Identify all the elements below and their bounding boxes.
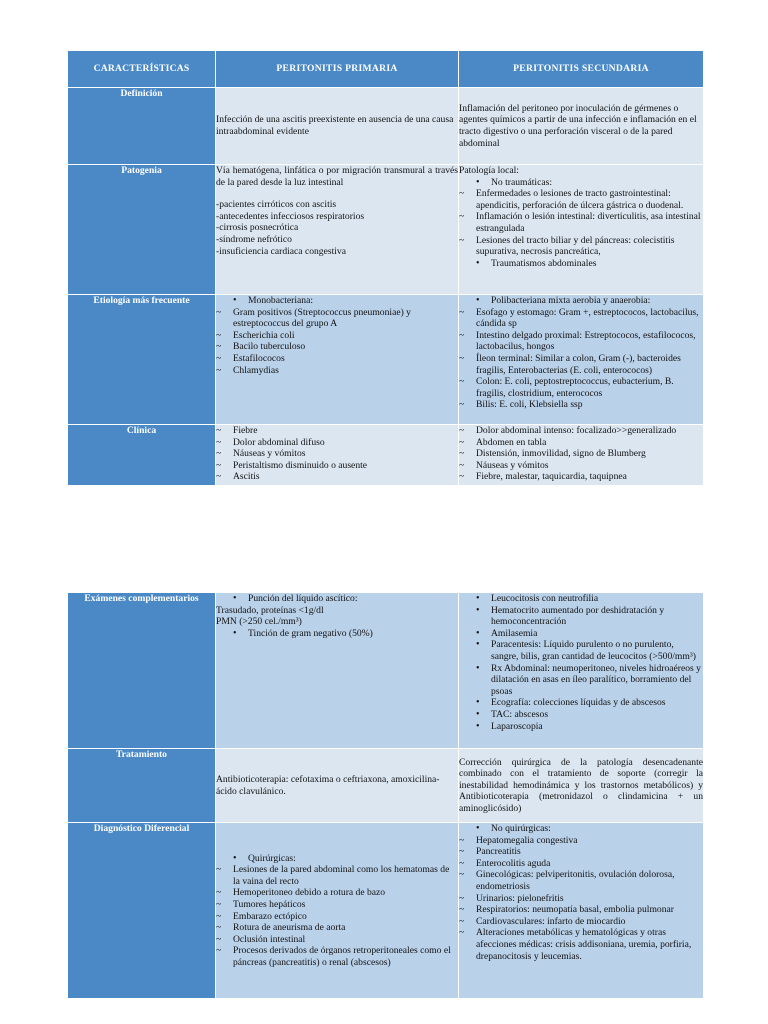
list-item: ~ Náuseas y vómitos [216,448,458,460]
clinica-primaria-list [216,425,458,483]
diagnostico-primaria-list [216,853,458,969]
row-definicion [68,88,704,165]
label-examenes: Exámenes complementarios [68,593,216,749]
list-item: ~ Estafilococos [216,353,458,365]
examenes-primaria-list [216,593,458,639]
list-item: • Quirúrgicas: [216,853,458,865]
list-item: ~ Tumores hepáticos [216,899,458,911]
list-item: • Amilasemia [459,628,703,640]
list-item: • Leucocitosis con neutrofilia [459,593,703,605]
label-etiologia: Etiología más frecuente [68,295,216,425]
patogenia-primaria-intro: Vía hematógena, linfática o por migración transmural a través de la pared desde la luz intestinal [216,165,458,188]
cell-definicion-primaria [216,88,459,165]
header-row [68,51,704,88]
list-item: ~ Ascitis [216,471,458,483]
definicion-secundaria-text: Inflamación del peritoneo por inoculación de gérmenes o agentes químicos a partir de una infección e inflamación en el tracto digestivo o una perforación visceral o de la pared abdominal [459,102,697,149]
list-item: ~ Chlamydias [216,365,458,377]
list-item: ~ Hemoperitoneo debido a rotura de bazo [216,887,458,899]
list-item: ~ Urinarios: pielonefritis [459,893,703,905]
etiologia-secundaria-list [459,295,703,411]
cell-patogenia-primaria [216,165,459,295]
row-clinica [68,425,704,486]
list-item: ~ Oclusión intestinal [216,934,458,946]
cell-examenes-secundaria [459,593,704,749]
tratamiento-primaria-text: Antibioticoterapia: cefotaxima o ceftriaxona, amoxicilina-ácido clavulánico. [216,773,440,797]
diagnostico-secundaria-list [459,823,703,962]
list-item: ~ Alteraciones metabólicas y hematológicas y otras afecciones médicas: crisis addisoniana, uremia, porfiria, drepanocitosis y leucemias. [459,927,703,962]
row-diagnostico [68,823,704,999]
list-item: • Hematocrito aumentado por deshidratación y hemoconcentración [459,605,703,628]
list-item: ~ Lesiones de la pared abdominal como los hematomas de la vaina del recto [216,864,458,887]
list-item: ~ Dolor abdominal difuso [216,437,458,449]
cell-tratamiento-primaria [216,749,459,823]
list-item: ~ Respiratorios: neumopatía basal, embolia pulmonar [459,904,703,916]
list-item: ~ Inflamación o lesión intestinal: diverticulitis, asa intestinal estrangulada [459,211,703,234]
cell-clinica-primaria [216,425,459,486]
cell-definicion-secundaria [459,88,704,165]
list-item: ~ Enfermedades o lesiones de tracto gastrointestinal: apendicitis, perforación de úlcera gástrica o duodenal. [459,188,703,211]
clinica-secundaria-list [459,425,703,483]
label-definicion: Definición [68,88,216,165]
list-item: ~ Bacilo tuberculoso [216,341,458,353]
header-peritonitis-primaria: PERITONITIS PRIMARIA [216,51,459,88]
cell-examenes-primaria [216,593,459,749]
header-caracteristicas: CARACTERÍSTICAS [68,51,216,88]
label-tratamiento: Tratamiento [68,749,216,823]
list-item: • Laparoscopia [459,721,703,733]
list-item: ~ Enterocolitis aguda [459,858,703,870]
list-item: • Rx Abdominal: neumoperitoneo, niveles hidroaéreos y dilatación en asas en íleo paralítico, borramiento del psoas [459,663,703,698]
list-line: -pacientes cirróticos con ascitis [216,199,337,211]
list-item: ~ Ginecológicas: pelviperitonitis, ovulación dolorosa, endometriosis [459,869,703,892]
cell-patogenia-secundaria [459,165,704,295]
list-item: ~ Lesiones del tracto biliar y del páncreas: colecistitis supurativa, necrosis pancreática, [459,235,703,258]
list-item: PMN (>250 cel./mm³) [216,616,302,628]
list-item: ~ Dolor abdominal intenso: focalizado>>generalizado [459,425,703,437]
list-item: ~ Hepatomegalia congestiva [459,835,703,847]
label-diagnostico: Diagnóstico Diferencial [68,823,216,999]
header-peritonitis-secundaria: PERITONITIS SECUNDARIA [459,51,704,88]
examenes-secundaria-list [459,593,703,732]
list-line: -antecedentes infecciosos respiratorios [216,210,365,222]
list-item: • No traumáticas: [459,177,703,189]
list-item: • Polibacteriana mixta aerobia y anaerobia: [459,295,703,307]
cell-etiologia-primaria [216,295,459,425]
list-item: • No quirúrgicas: [459,823,703,835]
cell-diagnostico-secundaria [459,823,704,999]
list-item: Trasudado, proteínas <1g/dl [216,604,324,616]
patogenia-secundaria-intro: Patología local: [459,165,519,176]
cell-diagnostico-primaria [216,823,459,999]
list-item: ~ Embarazo ectópico [216,911,458,923]
list-item: ~ Fiebre [216,425,458,437]
list-item: ~ Pancreatitis [459,846,703,858]
row-tratamiento [68,749,704,823]
comparison-table-bottom [67,592,704,999]
tratamiento-secundaria-text: Corrección quirúrgica de la patología desencadenante combinado con el tratamiento de soporte (corregir la inestabilidad hemodinámica y los trastornos metabólicos) y Antibioticoterapia (metronidazol o clindamicina + un aminoglicósido) [459,756,703,814]
list-item: • Monobacteriana: [216,295,458,307]
etiologia-primaria-list [216,295,458,376]
label-clinica: Clínica [68,425,216,486]
list-item: ~ Procesos derivados de órganos retroperitoneales como el páncreas (pancreatitis) o renal (abscesos) [216,945,458,968]
list-item: ~ Peristaltismo disminuido o ausente [216,460,458,472]
list-item: ~ Esofago y estomago: Gram +, estreptococos, lactobacilus, cándida sp [459,307,703,330]
cell-clinica-secundaria [459,425,704,486]
list-line: -síndrome nefrótico [216,233,292,245]
list-item: • Tinción de gram negativo (50%) [216,628,458,640]
list-item: ~ Abdomen en tabla [459,437,703,449]
list-item: ~ Colon: E. coli, peptostreptococcus, eubacterium, B. fragilis, clostridium, enterococos [459,376,703,399]
row-examenes [68,593,704,749]
list-item: ~ Gram positivos (Streptococcus pneumoniae) y estreptococcus del grupo A [216,307,458,330]
list-item: • Punción del líquido ascítico: [216,593,458,605]
list-item: • TAC: abscesos [459,709,703,721]
definicion-primaria-text: Infección de una ascitis preexistente en ausencia de una causa intraabdominal evidente [216,114,454,137]
comparison-table-top [67,50,704,486]
patogenia-secundaria-list [459,177,703,270]
list-item: ~ Escherichia coli [216,330,458,342]
list-line: -cirrosis posnecrótica [216,222,299,234]
list-item: ~ Íleon terminal: Similar a colon, Gram (-), bacteroides fragilis, Enterobacterias (E. coli, enterococos) [459,353,703,376]
list-item: ~ Náuseas y vómitos [459,460,703,472]
label-patogenia: Patogenia [68,165,216,295]
list-item: ~ Fiebre, malestar, taquicardia, taquipnea [459,471,703,483]
row-etiologia [68,295,704,425]
list-item: ~ Rotura de aneurisma de aorta [216,922,458,934]
list-item: ~ Intestino delgado proximal: Estreptococos, estafilococos, lactobacilus, hongos [459,330,703,353]
patogenia-primaria-list [216,199,458,257]
list-item: ~ Distensión, inmovilidad, signo de Blumberg [459,448,703,460]
list-item: ~ Bilis: E. coli, Klebsiella ssp [459,399,703,411]
list-item: • Paracentesis: Líquido purulento o no purulento, sangre, bilis, gran cantidad de leucocitos (>500/mm³) [459,639,703,662]
list-item: ~ Cardiovasculares: infarto de miocardio [459,916,703,928]
cell-etiologia-secundaria [459,295,704,425]
list-item: • Traumatismos abdominales [459,258,703,270]
list-item: • Ecografía: colecciones líquidas y de abscesos [459,697,703,709]
list-line: -insuficiencia cardiaca congestiva [216,245,346,257]
cell-tratamiento-secundaria [459,749,704,823]
row-patogenia [68,165,704,295]
